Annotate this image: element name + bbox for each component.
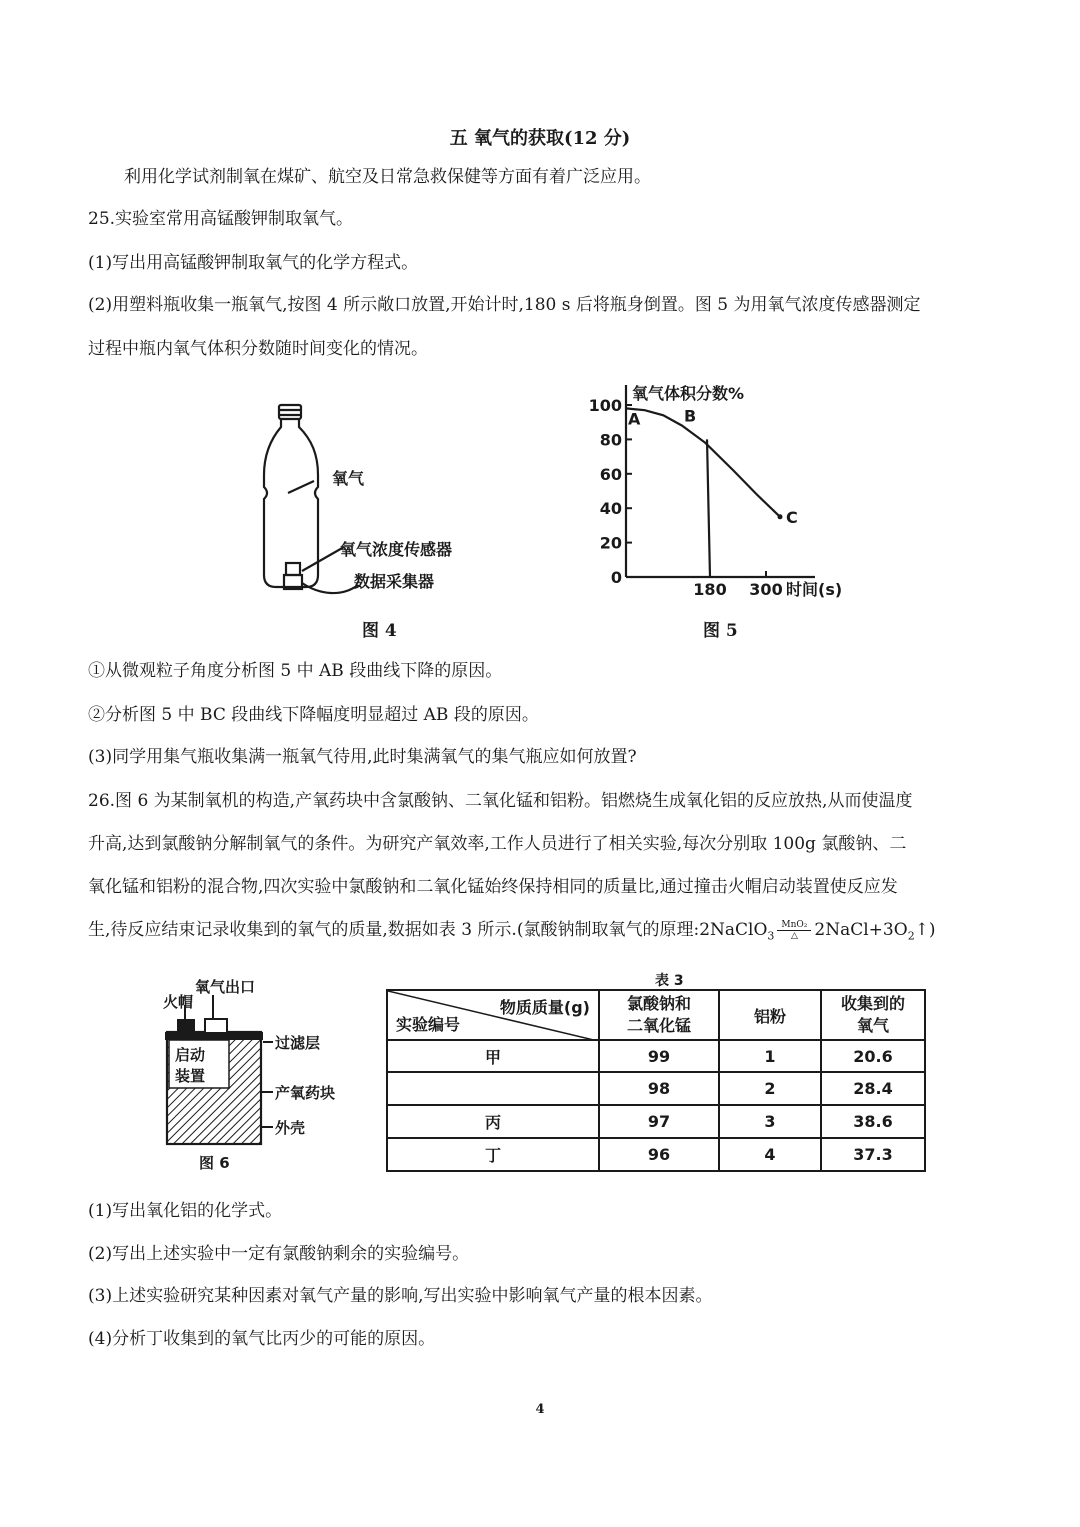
table-row [387, 1072, 925, 1105]
header-oxygen [821, 990, 925, 1040]
series-line-oxygen [626, 408, 780, 516]
q25-part1: (1)写出用高锰酸钾制取氧气的化学方程式。 [88, 253, 419, 273]
table-row [387, 1138, 925, 1171]
header-oxygen-1: 收集到的 [840, 994, 905, 1013]
x-tick-label-180: 180 [693, 580, 727, 599]
table-3-caption: 表 3 [655, 973, 684, 989]
label-block: 产氧药块 [275, 1084, 336, 1102]
intro-text: 利用化学试剂制氧在煤矿、航空及日常急救保健等方面有着广泛应用。 [124, 167, 651, 187]
y-tick-label-100: 100 [588, 396, 622, 415]
cell-oxygen: 38.6 [821, 1105, 925, 1138]
y-axis-label: 氧气体积分数% [632, 384, 745, 403]
q26-part4: (4)分析丁收集到的氧气比丙少的可能的原因。 [88, 1329, 436, 1349]
inversion-drop-line [707, 439, 710, 577]
q25-stem: 25.实验室常用高锰酸钾制取氧气。 [88, 209, 354, 229]
cell-oxygen: 28.4 [821, 1072, 925, 1105]
label-start-2: 装置 [175, 1067, 206, 1085]
cell-chlorate: 97 [599, 1105, 719, 1138]
cell-id: 甲 [387, 1040, 599, 1072]
q26-sub-2: 2 [907, 929, 915, 943]
cell-chlorate: 96 [599, 1138, 719, 1171]
cell-id: 丙 [387, 1105, 599, 1138]
q26-line4 [88, 919, 936, 947]
header-chlorate-1: 氯酸钠和 [626, 994, 691, 1013]
label-filter: 过滤层 [275, 1034, 321, 1052]
table-3 [386, 989, 926, 1172]
label-sensor: 氧气浓度传感器 [340, 540, 453, 559]
table-row [387, 1105, 925, 1138]
q26-line3: 氧化锰和铝粉的混合物,四次实验中氯酸钠和二氧化锰始终保持相同的质量比,通过撞击火帽启动装置使反应发 [88, 877, 898, 897]
q26-line4-post: 2NaCl+3O [814, 920, 908, 940]
q26-part1: (1)写出氧化铝的化学式。 [88, 1201, 283, 1221]
q25-part2-line1: (2)用塑料瓶收集一瓶氧气,按图 4 所示敞口放置,开始计时,180 s 后将瓶身倒置。图 5 为用氧气浓度传感器测定 [88, 295, 921, 315]
q26-line4-end: ↑) [914, 920, 936, 940]
header-aluminum: 铝粉 [719, 990, 821, 1040]
q26-line4-pre: 生,待反应结束记录收集到的氧气的质量,数据如表 3 所示.(氯酸钠制取氧气的原理:2NaClO [88, 920, 768, 940]
page-number: 4 [535, 1402, 545, 1417]
cell-aluminum: 3 [719, 1105, 821, 1138]
q26-sub-3: 3 [767, 929, 775, 943]
label-shell: 外壳 [275, 1119, 306, 1137]
heat-symbol: △ [790, 931, 798, 941]
point-C-marker [778, 514, 783, 519]
header-chlorate-2: 二氧化锰 [626, 1016, 691, 1035]
cell-chlorate: 99 [599, 1040, 719, 1072]
label-oxygen: 氧气 [332, 469, 365, 488]
cell-chlorate: 98 [599, 1072, 719, 1105]
figure-5-chart [580, 375, 850, 605]
cell-id [387, 1072, 599, 1105]
y-tick-label-60: 60 [599, 464, 622, 484]
point-label-A: A [628, 409, 641, 429]
point-label-C: C [786, 507, 798, 527]
y-tick-label-20: 20 [599, 533, 622, 553]
q26-part2: (2)写出上述实验中一定有氯酸钠剩余的实验编号。 [88, 1244, 470, 1264]
q26-line2: 升高,达到氯酸钠分解制氧气的条件。为研究产氧效率,工作人员进行了相关实验,每次分别取 100g 氯酸钠、二 [88, 834, 907, 854]
cell-aluminum: 1 [719, 1040, 821, 1072]
table-row [387, 1040, 925, 1072]
figure-5-caption: 图 5 [703, 621, 738, 641]
catalyst-label: MnO₂ [777, 920, 811, 931]
cell-aluminum: 4 [719, 1138, 821, 1171]
header-chlorate [599, 990, 719, 1040]
point-label-B: B [684, 406, 697, 426]
figure-4-labels [330, 460, 490, 600]
figure-6-caption: 图 6 [199, 1154, 230, 1172]
cell-oxygen: 37.3 [821, 1138, 925, 1171]
q25-part3: (3)同学用集气瓶收集满一瓶氧气待用,此时集满氧气的集气瓶应如何放置? [88, 747, 637, 767]
label-collector: 数据采集器 [354, 572, 435, 591]
cell-aluminum: 2 [719, 1072, 821, 1105]
x-axis-label: 时间(s) [786, 580, 843, 599]
y-tick-label-40: 40 [599, 499, 622, 519]
header-mass: 物质质量(g) [499, 998, 590, 1017]
cell-id: 丁 [387, 1138, 599, 1171]
y-tick-label-0: 0 [610, 568, 622, 587]
section-title: 五 氧气的获取(12 分) [449, 128, 631, 149]
q26-part3: (3)上述实验研究某种因素对氧气产量的影响,写出实验中影响氧气产量的根本因素。 [88, 1286, 713, 1306]
q26-line1: 26.图 6 为某制氧机的构造,产氧药块中含氯酸钠、二氧化锰和铝粉。铝燃烧生成氧化铝的反应放热,从而使温度 [88, 791, 913, 811]
header-diagonal-cell [387, 990, 599, 1040]
figure-6-generator [155, 975, 370, 1175]
label-start-1: 启动 [175, 1046, 206, 1064]
q25-part2-line2: 过程中瓶内氧气体积分数随时间变化的情况。 [88, 339, 428, 359]
figure-4-caption: 图 4 [362, 621, 397, 641]
q25-sub2: ②分析图 5 中 BC 段曲线下降幅度明显超过 AB 段的原因。 [88, 705, 539, 725]
equation-condition [777, 920, 811, 941]
label-cap: 火帽 [163, 993, 194, 1011]
label-outlet: 氧气出口 [195, 978, 256, 996]
x-tick-label-300: 300 [749, 580, 783, 599]
header-exp-id: 实验编号 [396, 1015, 461, 1034]
cell-oxygen: 20.6 [821, 1040, 925, 1072]
header-oxygen-2: 氧气 [856, 1016, 889, 1035]
q25-sub1: ①从微观粒子角度分析图 5 中 AB 段曲线下降的原因。 [88, 661, 503, 681]
y-tick-label-80: 80 [599, 430, 622, 450]
table-header-row [387, 990, 925, 1040]
